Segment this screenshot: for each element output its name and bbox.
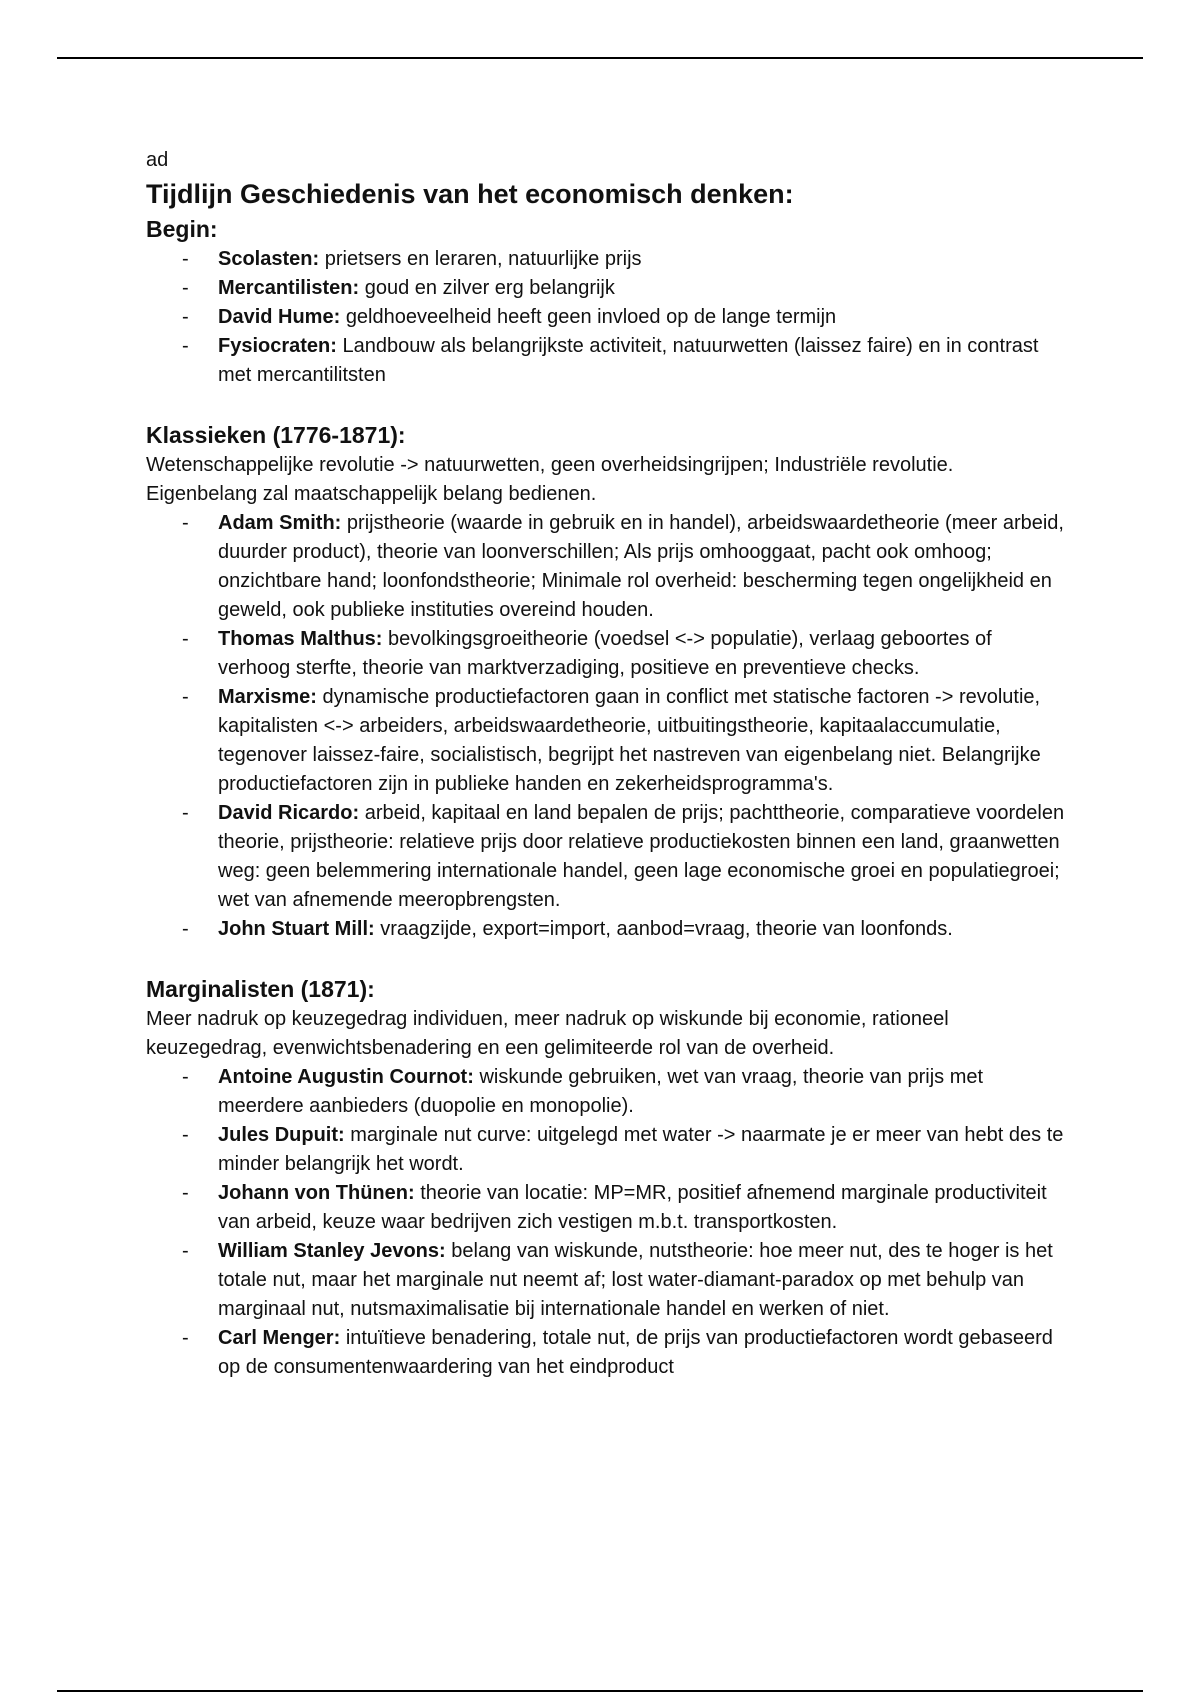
section-marginalisten bbox=[146, 973, 1066, 1382]
list-item bbox=[146, 1237, 1066, 1324]
dash-bullet: - bbox=[182, 686, 189, 708]
dash-bullet: - bbox=[182, 1066, 189, 1088]
dash-bullet: - bbox=[182, 512, 189, 534]
bullet-list bbox=[146, 1063, 1066, 1382]
item-term: David Hume: bbox=[218, 306, 341, 328]
item-text: vraagzijde, export=import, aanbod=vraag, theorie van loonfonds. bbox=[380, 918, 953, 940]
item-text: marginale nut curve: uitgelegd met water -> naarmate je er meer van hebt des te minder belangrijk het wordt. bbox=[218, 1124, 1064, 1175]
dash-bullet: - bbox=[182, 277, 189, 299]
item-text: prijstheorie (waarde in gebruik en in handel), arbeidswaardetheorie (meer arbeid, duurder product), theorie van loonverschillen; Als prijs omhooggaat, pacht ook omhoog; onzichtbare hand; loonfondstheorie; Minimale rol overheid: bescherming tegen ongelijkheid en geweld, ook publieke instituties overeind houden. bbox=[218, 512, 1064, 621]
item-text: prietsers en leraren, natuurlijke prijs bbox=[324, 248, 642, 270]
list-item bbox=[146, 625, 1066, 683]
section-heading: Marginalisten (1871): bbox=[146, 976, 375, 1002]
item-text: theorie van locatie: MP=MR, positief afnemend marginale productiviteit van arbeid, keuze waar bedrijven zich vestigen m.b.t. transportkosten. bbox=[218, 1182, 1047, 1233]
dash-bullet: - bbox=[182, 1240, 189, 1262]
section-heading: Klassieken (1776-1871): bbox=[146, 422, 406, 448]
list-item bbox=[146, 1121, 1066, 1179]
item-term: Scolasten: bbox=[218, 248, 320, 270]
bullet-list bbox=[146, 245, 1066, 390]
item-term: Carl Menger: bbox=[218, 1327, 341, 1349]
list-item bbox=[146, 1063, 1066, 1121]
item-text: arbeid, kapitaal en land bepalen de prijs; pachttheorie, comparatieve voordelen theorie, prijstheorie: relatieve prijs door relatieve productiekosten binnen een land, graanwetten weg: geen belemmering internationale handel, geen lage economische groei en populatiegroei; wet van afnemende meeropbrengsten. bbox=[218, 802, 1065, 911]
dash-bullet: - bbox=[182, 802, 189, 824]
list-item bbox=[146, 799, 1066, 915]
item-text: wiskunde gebruiken, wet van vraag, theorie van prijs met meerdere aanbieders (duopolie en monopolie). bbox=[218, 1066, 984, 1117]
item-text: intuïtieve benadering, totale nut, de prijs van productiefactoren wordt gebaseerd op de consumentenwaardering van het eindproduct bbox=[218, 1327, 1053, 1378]
pre-title: ad bbox=[146, 149, 169, 171]
item-text: geldhoeveelheid heeft geen invloed op de lange termijn bbox=[345, 306, 837, 328]
dash-bullet: - bbox=[182, 306, 189, 328]
item-term: William Stanley Jevons: bbox=[218, 1240, 446, 1262]
dash-bullet: - bbox=[182, 918, 189, 940]
list-item bbox=[146, 915, 1066, 944]
list-item bbox=[146, 245, 1066, 274]
footer-rule bbox=[57, 1690, 1143, 1692]
list-item bbox=[146, 274, 1066, 303]
dash-bullet: - bbox=[182, 628, 189, 650]
item-text: goud en zilver erg belangrijk bbox=[364, 277, 615, 299]
item-term: Mercantilisten: bbox=[218, 277, 360, 299]
item-text: belang van wiskunde, nutstheorie: hoe meer nut, des te hoger is het totale nut, maar het marginale nut neemt af; lost water-diamant-paradox op met behulp van marginaal nut, nutsmaximalisatie bij internationale handel en werken of niet. bbox=[218, 1240, 1053, 1320]
item-term: John Stuart Mill: bbox=[218, 918, 375, 940]
section-heading: Begin: bbox=[146, 216, 218, 242]
list-item bbox=[146, 1179, 1066, 1237]
list-item bbox=[146, 509, 1066, 625]
item-term: Thomas Malthus: bbox=[218, 628, 383, 650]
item-term: David Ricardo: bbox=[218, 802, 360, 824]
item-text: bevolkingsgroeitheorie (voedsel <-> populatie), verlaag geboortes of verhoog sterfte, theorie van marktverzadiging, positieve en preventieve checks. bbox=[218, 628, 992, 679]
list-item bbox=[146, 1324, 1066, 1382]
section-intro: Meer nadruk op keuzegedrag individuen, meer nadruk op wiskunde bij economie, rationeel keuzegedrag, evenwichtsbenadering en een gelimiteerde rol van de overheid. bbox=[146, 1008, 949, 1059]
list-item bbox=[146, 332, 1066, 390]
item-term: Adam Smith: bbox=[218, 512, 342, 534]
item-term: Jules Dupuit: bbox=[218, 1124, 345, 1146]
item-term: Marxisme: bbox=[218, 686, 317, 708]
item-term: Fysiocraten: bbox=[218, 335, 337, 357]
item-term: Antoine Augustin Cournot: bbox=[218, 1066, 474, 1088]
list-item bbox=[146, 683, 1066, 799]
section-klassieken bbox=[146, 419, 1066, 944]
bullet-list bbox=[146, 509, 1066, 944]
dash-bullet: - bbox=[182, 335, 189, 357]
document-title: Tijdlijn Geschiedenis van het economisch denken: bbox=[146, 179, 794, 209]
dash-bullet: - bbox=[182, 1327, 189, 1349]
item-text: dynamische productiefactoren gaan in conflict met statische factoren -> revolutie, kapitalisten <-> arbeiders, arbeidswaardetheorie, uitbuitingstheorie, kapitaalaccumulatie, tegenover laissez-faire, socialistisch, begrijpt het nastreven van eigenbelang niet. Belangrijke productiefactoren zijn in publieke handen en zekerheidsprogramma's. bbox=[218, 686, 1041, 795]
section-intro: Wetenschappelijke revolutie -> natuurwetten, geen overheidsingrijpen; Industriële revolutie. Eigenbelang zal maatschappelijk belang bedienen. bbox=[146, 454, 954, 505]
list-item bbox=[146, 303, 1066, 332]
section-begin bbox=[146, 213, 1066, 390]
dash-bullet: - bbox=[182, 1182, 189, 1204]
header-rule bbox=[57, 57, 1143, 59]
document-body bbox=[146, 146, 1066, 1382]
dash-bullet: - bbox=[182, 248, 189, 270]
dash-bullet: - bbox=[182, 1124, 189, 1146]
item-term: Johann von Thünen: bbox=[218, 1182, 415, 1204]
item-text: Landbouw als belangrijkste activiteit, natuurwetten (laissez faire) en in contrast met mercantilitsten bbox=[218, 335, 1039, 386]
